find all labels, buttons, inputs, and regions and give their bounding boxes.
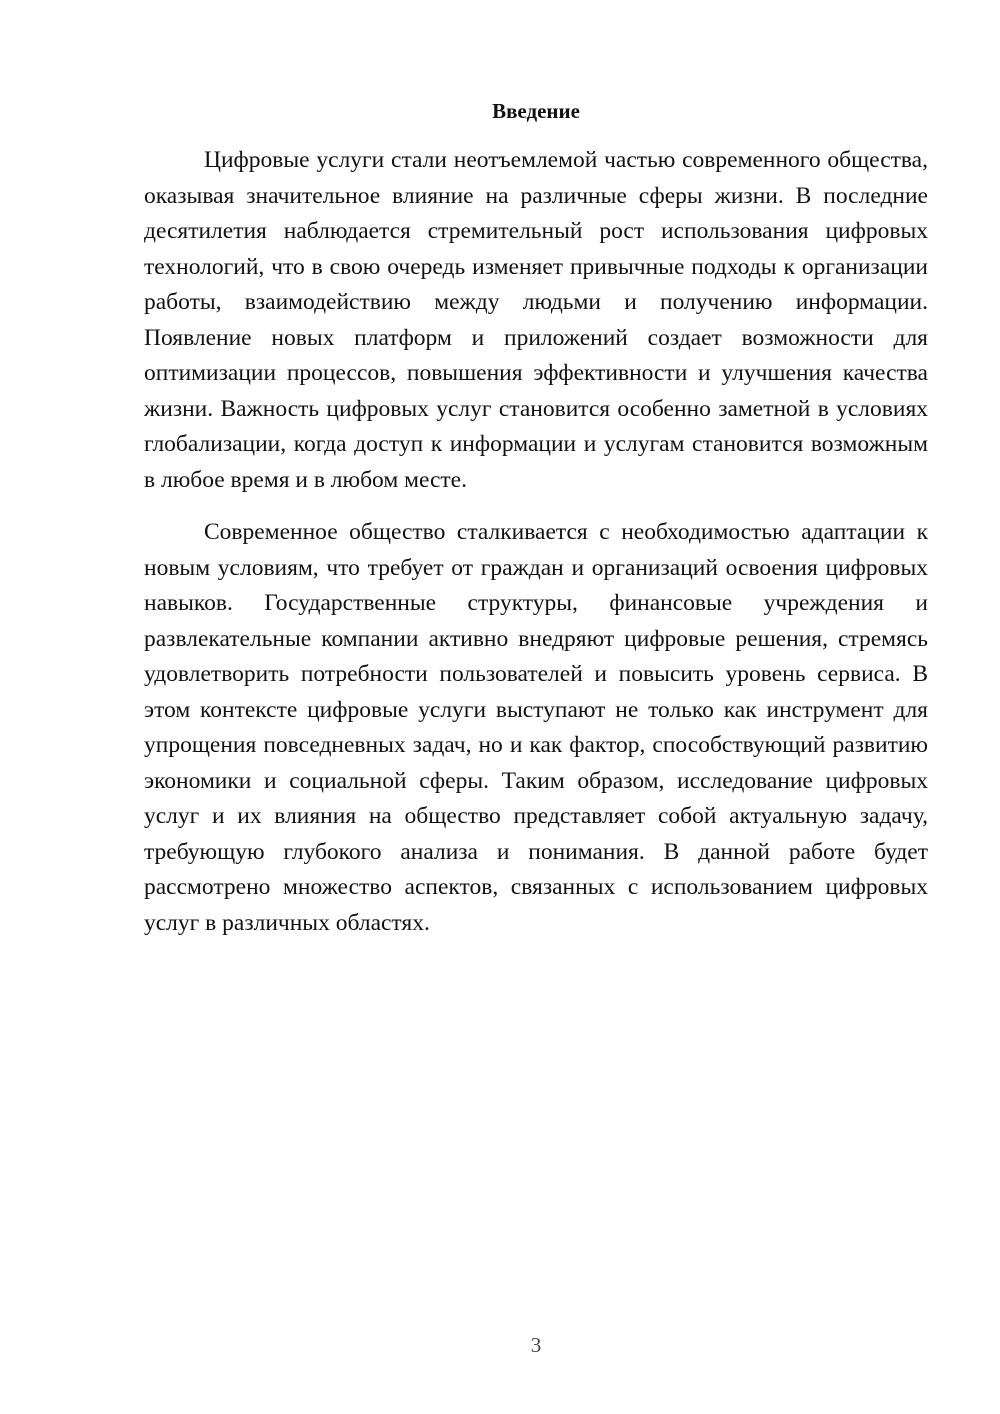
paragraph-1: Цифровые услуги стали неотъемлемой частью современного общества, оказывая значительное влияние на различные сферы жизни. В последние десятилетия наблюдается стремительный рост использования цифровых технологий, что в свою очередь изменяет привычные подходы к организации работы, взаимодействию между людьми и получению информации. Появление новых платформ и приложений создает возможности для оптимизации процессов, повышения эффективности и улучшения качества жизни. Важность цифровых услуг становится особенно заметной в условиях глобализации, когда доступ к информации и услугам становится возможным в любое время и в любом месте. xyxy=(144,147,928,493)
section-heading: Введение xyxy=(492,99,580,123)
paragraph-2: Современное общество сталкивается с необходимостью адаптации к новым условиям, что требует от граждан и организаций освоения цифровых навыков. Государственные структуры, финансовые учреждения и развлекательные компании активно внедряют цифровые решения, стремясь удовлетворить потребности пользователей и повысить уровень сервиса. В этом контексте цифровые услуги выступают не только как инструмент для упрощения повседневных задач, но и как фактор, способствующий развитию экономики и социальной сферы. Таким образом, исследование цифровых услуг и их влияния на общество представляет собой актуальную задачу, требующую глубокого анализа и понимания. В данной работе будет рассмотрено множество аспектов, связанных с использованием цифровых услуг в различных областях. xyxy=(144,519,928,936)
page-number: 3 xyxy=(530,1333,542,1357)
